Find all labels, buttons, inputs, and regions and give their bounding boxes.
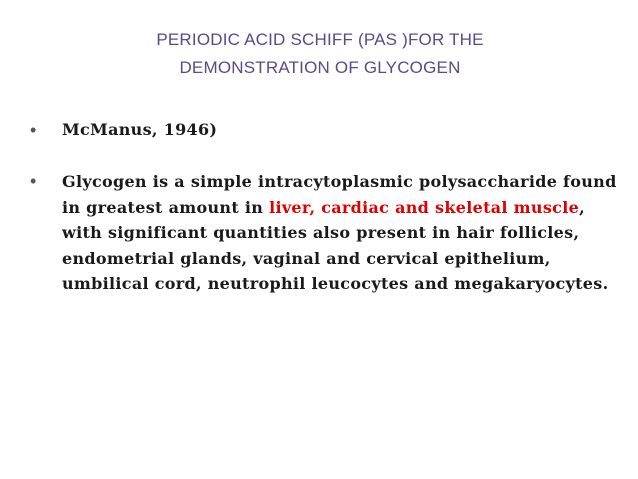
bullet-icon: • — [30, 171, 37, 191]
slide-title — [100, 26, 540, 82]
bullet-item-description — [30, 169, 620, 297]
description-text-start: Glycogen is a simple intracytoplasmic polysaccharide found in greatest amount in — [62, 172, 617, 217]
highlighted-tissues: liver, cardiac and skeletal muscle — [269, 197, 580, 217]
title-line-1: PERIODIC ACID SCHIFF (PAS )FOR THE — [156, 30, 484, 49]
reference-text: McManus, 1946) — [62, 120, 218, 139]
bullet-item-reference — [30, 118, 620, 142]
bullet-list — [30, 118, 620, 297]
description-text-end: , with significant quantities also present in hair follicles, endometrial glands, vaginal and cervical epithelium, umbilical cord, neutrophil leucocytes and megakaryocytes. — [62, 197, 609, 293]
bullet-icon: • — [30, 120, 37, 140]
title-line-2: DEMONSTRATION OF GLYCOGEN — [179, 58, 461, 77]
